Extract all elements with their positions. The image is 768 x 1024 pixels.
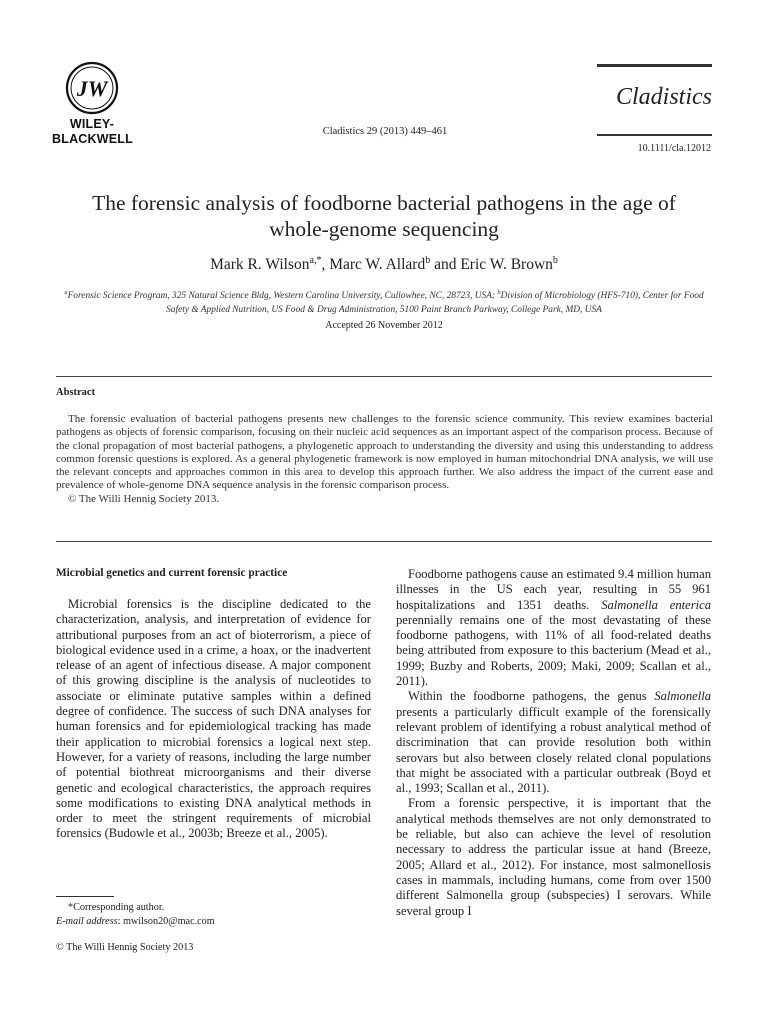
abstract-rule-bottom	[56, 541, 712, 542]
email-address[interactable]: : mwilson20@mac.com	[117, 915, 215, 927]
author-name: Mark R. Wilson	[210, 256, 310, 274]
section-heading: Microbial genetics and current forensic practice	[56, 567, 288, 579]
journal-citation: Cladistics 29 (2013) 449–461	[322, 126, 448, 137]
author-separator: ,	[321, 256, 330, 274]
body-paragraph	[396, 567, 711, 689]
text-run: perennially remains one of the most devastating of these foodborne pathogens, with 11% of all food-related deaths being attributed from exposure to this bacterium (Mead et al., 1999; Buzby and Roberts, 2009; Maki, 2009; Scallan et al., 2011).	[396, 612, 711, 689]
abstract-rule-top	[56, 376, 712, 377]
left-column	[56, 597, 371, 842]
text-run: Within the foodborne pathogens, the genus	[408, 689, 655, 704]
affiliation-mark: b	[497, 289, 501, 296]
page-footer-copyright: © The Willi Hennig Society 2013	[56, 942, 194, 953]
abstract-text: The forensic evaluation of bacterial pathogens presents new challenges to the forensic science community. This review examines bacterial pathogens as objects of forensic comparison, focusing on their nucleic acid sequences as an important aspect of the comparison process. Because of the clonal propagation of most bacterial pathogens, a phylogenetic approach to understanding the diversity and using this understanding to address common forensic questions is explored. As a general phylogenetic framework is now employed in human mitochondrial DNA analysis, we will use the relevant concepts and approaches common in this area to develop this approach further. We also address the impact of the current ease and prevalence of whole-genome DNA sequence analysis in the forensic comparison process.	[56, 413, 713, 492]
affiliation-mark: a	[64, 289, 68, 296]
publisher-logo	[52, 60, 132, 146]
author-affiliation-mark: b	[552, 255, 558, 266]
header-rule-bottom	[597, 134, 712, 136]
abstract-heading: Abstract	[56, 387, 96, 398]
species-name: Salmonella enterica	[601, 597, 711, 612]
publisher-name-line2: BLACKWELL	[52, 132, 133, 146]
text-run: Foodborne pathogens cause an estimated 9.4 million human illnesses in the US each year, resulting in 55 961 hospitalizations and 1351 deaths.	[396, 567, 711, 612]
body-paragraph: Microbial forensics is the discipline dedicated to the characterization, analysis, and interpretation of evidence for attributional purposes from an act of bioterrorism, a piece of biological evidence used in a crime, a hoax, or the inadvertent release of an agent of infectious disease. A major component of this growing discipline is the analysis of nucleotides to associate or eliminate putative samples within a defined degree of confidence. The success of such DNA analyses for human forensics and for epidemiological tracking has made their application to microbial forensics a logical next step. However, for a variety of reasons, including the large number of potential biothreat microorganisms and their diverse genetic and ecological characteristics, the approach requires some modifications to existing DNA analytical methods in order to meet the stringent requirements of microbial forensics (Budowle et al., 2003b; Breeze et al., 2005).	[56, 597, 371, 841]
accepted-date: Accepted 26 November 2012	[325, 320, 443, 331]
journal-name: Cladistics	[615, 84, 712, 110]
right-column	[396, 567, 711, 919]
author-name: Marc W. Allard	[329, 256, 426, 274]
affiliation-text: Forensic Science Program, 325 Natural Science Bldg, Western Carolina University, Cullowhee, NC, 28723, USA;	[67, 291, 498, 302]
article-title-line2: whole-genome sequencing	[269, 217, 499, 241]
email-label: E-mail address	[56, 915, 118, 927]
footnote-rule	[56, 896, 114, 897]
abstract-body	[56, 413, 713, 506]
abstract-copyright: © The Willi Hennig Society 2013.	[68, 492, 220, 505]
doi: 10.1111/cla.12012	[637, 143, 711, 154]
affiliation-text: Division of Microbiology (HFS-710), Center for Food Safety & Applied Nutrition, US Food & Drug Administration, 5100 Paint Branch Parkway, College Park, MD, USA	[166, 291, 704, 315]
author-affiliation-mark: b	[425, 255, 431, 266]
genus-name: Salmonella	[654, 689, 711, 704]
author-separator: and	[430, 256, 461, 274]
logo-letters: JW	[76, 76, 108, 101]
corresponding-author-note: *Corresponding author.	[68, 902, 165, 913]
header-rule-top	[597, 64, 712, 67]
body-paragraph	[396, 689, 711, 796]
author-name: Eric W. Brown	[460, 256, 553, 274]
article-title-line1: The forensic analysis of foodborne bacterial pathogens in the age of	[92, 191, 676, 215]
article-title	[40, 190, 728, 242]
wiley-blackwell-emblem-icon	[64, 60, 120, 116]
affiliations	[58, 286, 710, 317]
email-line	[56, 915, 215, 929]
author-list	[40, 255, 728, 274]
publisher-name-line1: WILEY-	[69, 117, 115, 131]
text-run: presents a particularly difficult example of the forensically relevant problem of identifying a robust analytical method of discrimination that can provide resolution both within serovars but also between closely related clonal populations that might be associated with a particular outbreak (Boyd et al., 1993; Scallan et al., 2011).	[396, 704, 711, 796]
footnote	[56, 901, 215, 928]
author-affiliation-mark: a,*	[309, 255, 322, 266]
body-paragraph: From a forensic perspective, it is important that the analytical methods themselves are not only demonstrated to be reliable, but also can achieve the level of resolution necessary to address the particular issue at hand (Breeze, 2005; Allard et al., 2012). For instance, most salmonellosis cases in mammals, including humans, come from over 1500 different Salmonella group (subspecies) I serovars. While several group I	[396, 796, 711, 918]
